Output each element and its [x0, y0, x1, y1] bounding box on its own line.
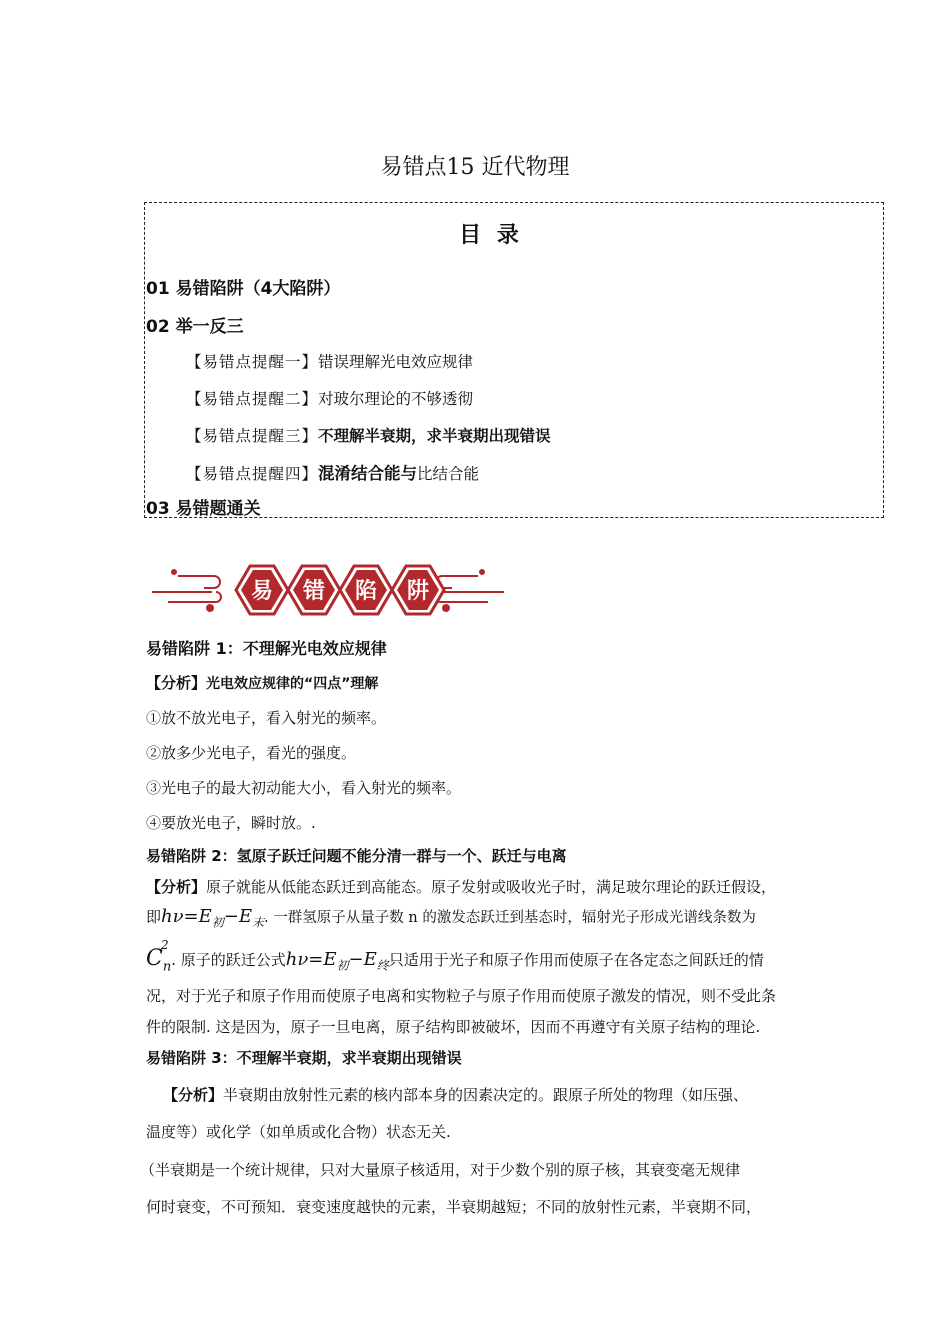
trap2-line-4: 况，对于光子和原子作用而使原子电离和实物粒子与原子作用而使原子激发的情况，则不受此条: [146, 987, 777, 1005]
banner-char: 阱: [406, 579, 430, 604]
toc-heading: 目 录: [459, 223, 523, 248]
trap1-point-4: ④要放光电子，瞬时放。.: [146, 814, 316, 832]
toc-section-3[interactable]: 03 易错题通关: [146, 499, 261, 519]
trap2-line-5: 件的限制. 这是因为，原子一旦电离，原子结构即被破坏，因而不再遵守有关原子结构的理论.: [146, 1018, 761, 1036]
toc-section-2[interactable]: 02 举一反三: [146, 317, 244, 337]
toc-item-text: 对玻尔理论的不够透彻: [318, 390, 474, 408]
trap1-analysis: [146, 672, 378, 693]
toc-item-text: 不理解半衰期，求半衰期出现错误: [318, 427, 551, 445]
trap-banner: [148, 552, 508, 628]
trap2-text: 原子就能从低能态跃迁到高能态。原子发射或吸收光子时，满足玻尔理论的跃迁假设，: [206, 878, 777, 896]
analysis-tag: 【分析】: [163, 1086, 224, 1104]
trap2-heading: 易错陷阱 2：氢原子跃迁问题不能分清一群与一个、跃迁与电离: [146, 847, 567, 865]
trap3-line-3: （半衰期是一个统计规律，只对大量原子核适用，对于少数个别的原子核，其衰变毫无规律: [140, 1161, 741, 1179]
trap2-text: 即: [146, 908, 162, 926]
toc-section-1[interactable]: 01 易错陷阱（4大陷阱）: [146, 279, 341, 299]
analysis-tag: 【分析】: [146, 674, 207, 692]
document-title: 易错点15 近代物理: [380, 155, 570, 180]
banner-char: 易: [250, 579, 274, 604]
trap2-line-3: [146, 938, 764, 975]
trap3-line-4: 何时衰变，不可预知．衰变速度越快的元素，半衰期越短；不同的放射性元素，半衰期不同，: [146, 1198, 762, 1216]
toc-item-text-bold: 混淆结合能与: [318, 464, 418, 483]
banner-left-swirl-icon: [152, 570, 221, 611]
toc-item-tag: 【易错点提醒一】: [186, 353, 319, 371]
trap1-point-3: ③光电子的最大初动能大小，看入射光的频率。: [146, 779, 462, 797]
toc-item-3[interactable]: [186, 424, 551, 446]
toc-item-tag: 【易错点提醒二】: [186, 390, 319, 408]
formula-transition-final: $h\nu=E_初-E_终$: [285, 949, 389, 973]
trap3-line-1: [163, 1084, 748, 1105]
trap2-text: 只适用于光子和原子作用而使原子在各定态之间跃迁的情: [388, 951, 764, 969]
trap3-line-2: 温度等）或化学（如单质或化合物）状态无关.: [146, 1123, 451, 1141]
toc-item-text: 错误理解光电效应规律: [318, 353, 474, 371]
toc-item-1[interactable]: [186, 350, 473, 372]
trap3-text: 半衰期由放射性元素的核内部本身的因素决定的。跟原子所处的物理（如压强、: [223, 1086, 749, 1104]
toc-item-text: 比结合能: [417, 465, 480, 483]
banner-char: 陷: [354, 579, 378, 604]
trap2-text: . 原子的跃迁公式: [171, 951, 286, 969]
formula-combination: C 2 $_n$: [146, 938, 172, 975]
trap1-heading: 易错陷阱 1：不理解光电效应规律: [146, 639, 387, 658]
toc-item-2[interactable]: [186, 387, 473, 409]
trap3-heading: 易错陷阱 3：不理解半衰期，求半衰期出现错误: [146, 1049, 462, 1067]
trap2-line-2: [146, 906, 756, 931]
trap1-point-2: ②放多少光电子，看光的强度。: [146, 744, 357, 762]
banner-char: 错: [302, 579, 326, 604]
toc-item-tag: 【易错点提醒三】: [186, 427, 319, 445]
analysis-tag: 【分析】: [146, 878, 207, 896]
trap2-text: . 一群氢原子从量子数 n 的激发态跃迁到基态时，辐射光子形成光谱线条数为: [264, 910, 756, 926]
formula-transition: $h\nu=E_初-E_末$: [161, 906, 265, 930]
toc-item-tag: 【易错点提醒四】: [186, 465, 319, 483]
toc-item-4[interactable]: [186, 460, 479, 484]
trap2-line-1: [146, 876, 776, 897]
trap1-point-1: ①放不放光电子，看入射光的频率。: [146, 709, 387, 727]
analysis-title: 光电效应规律的“四点”理解: [206, 676, 379, 692]
